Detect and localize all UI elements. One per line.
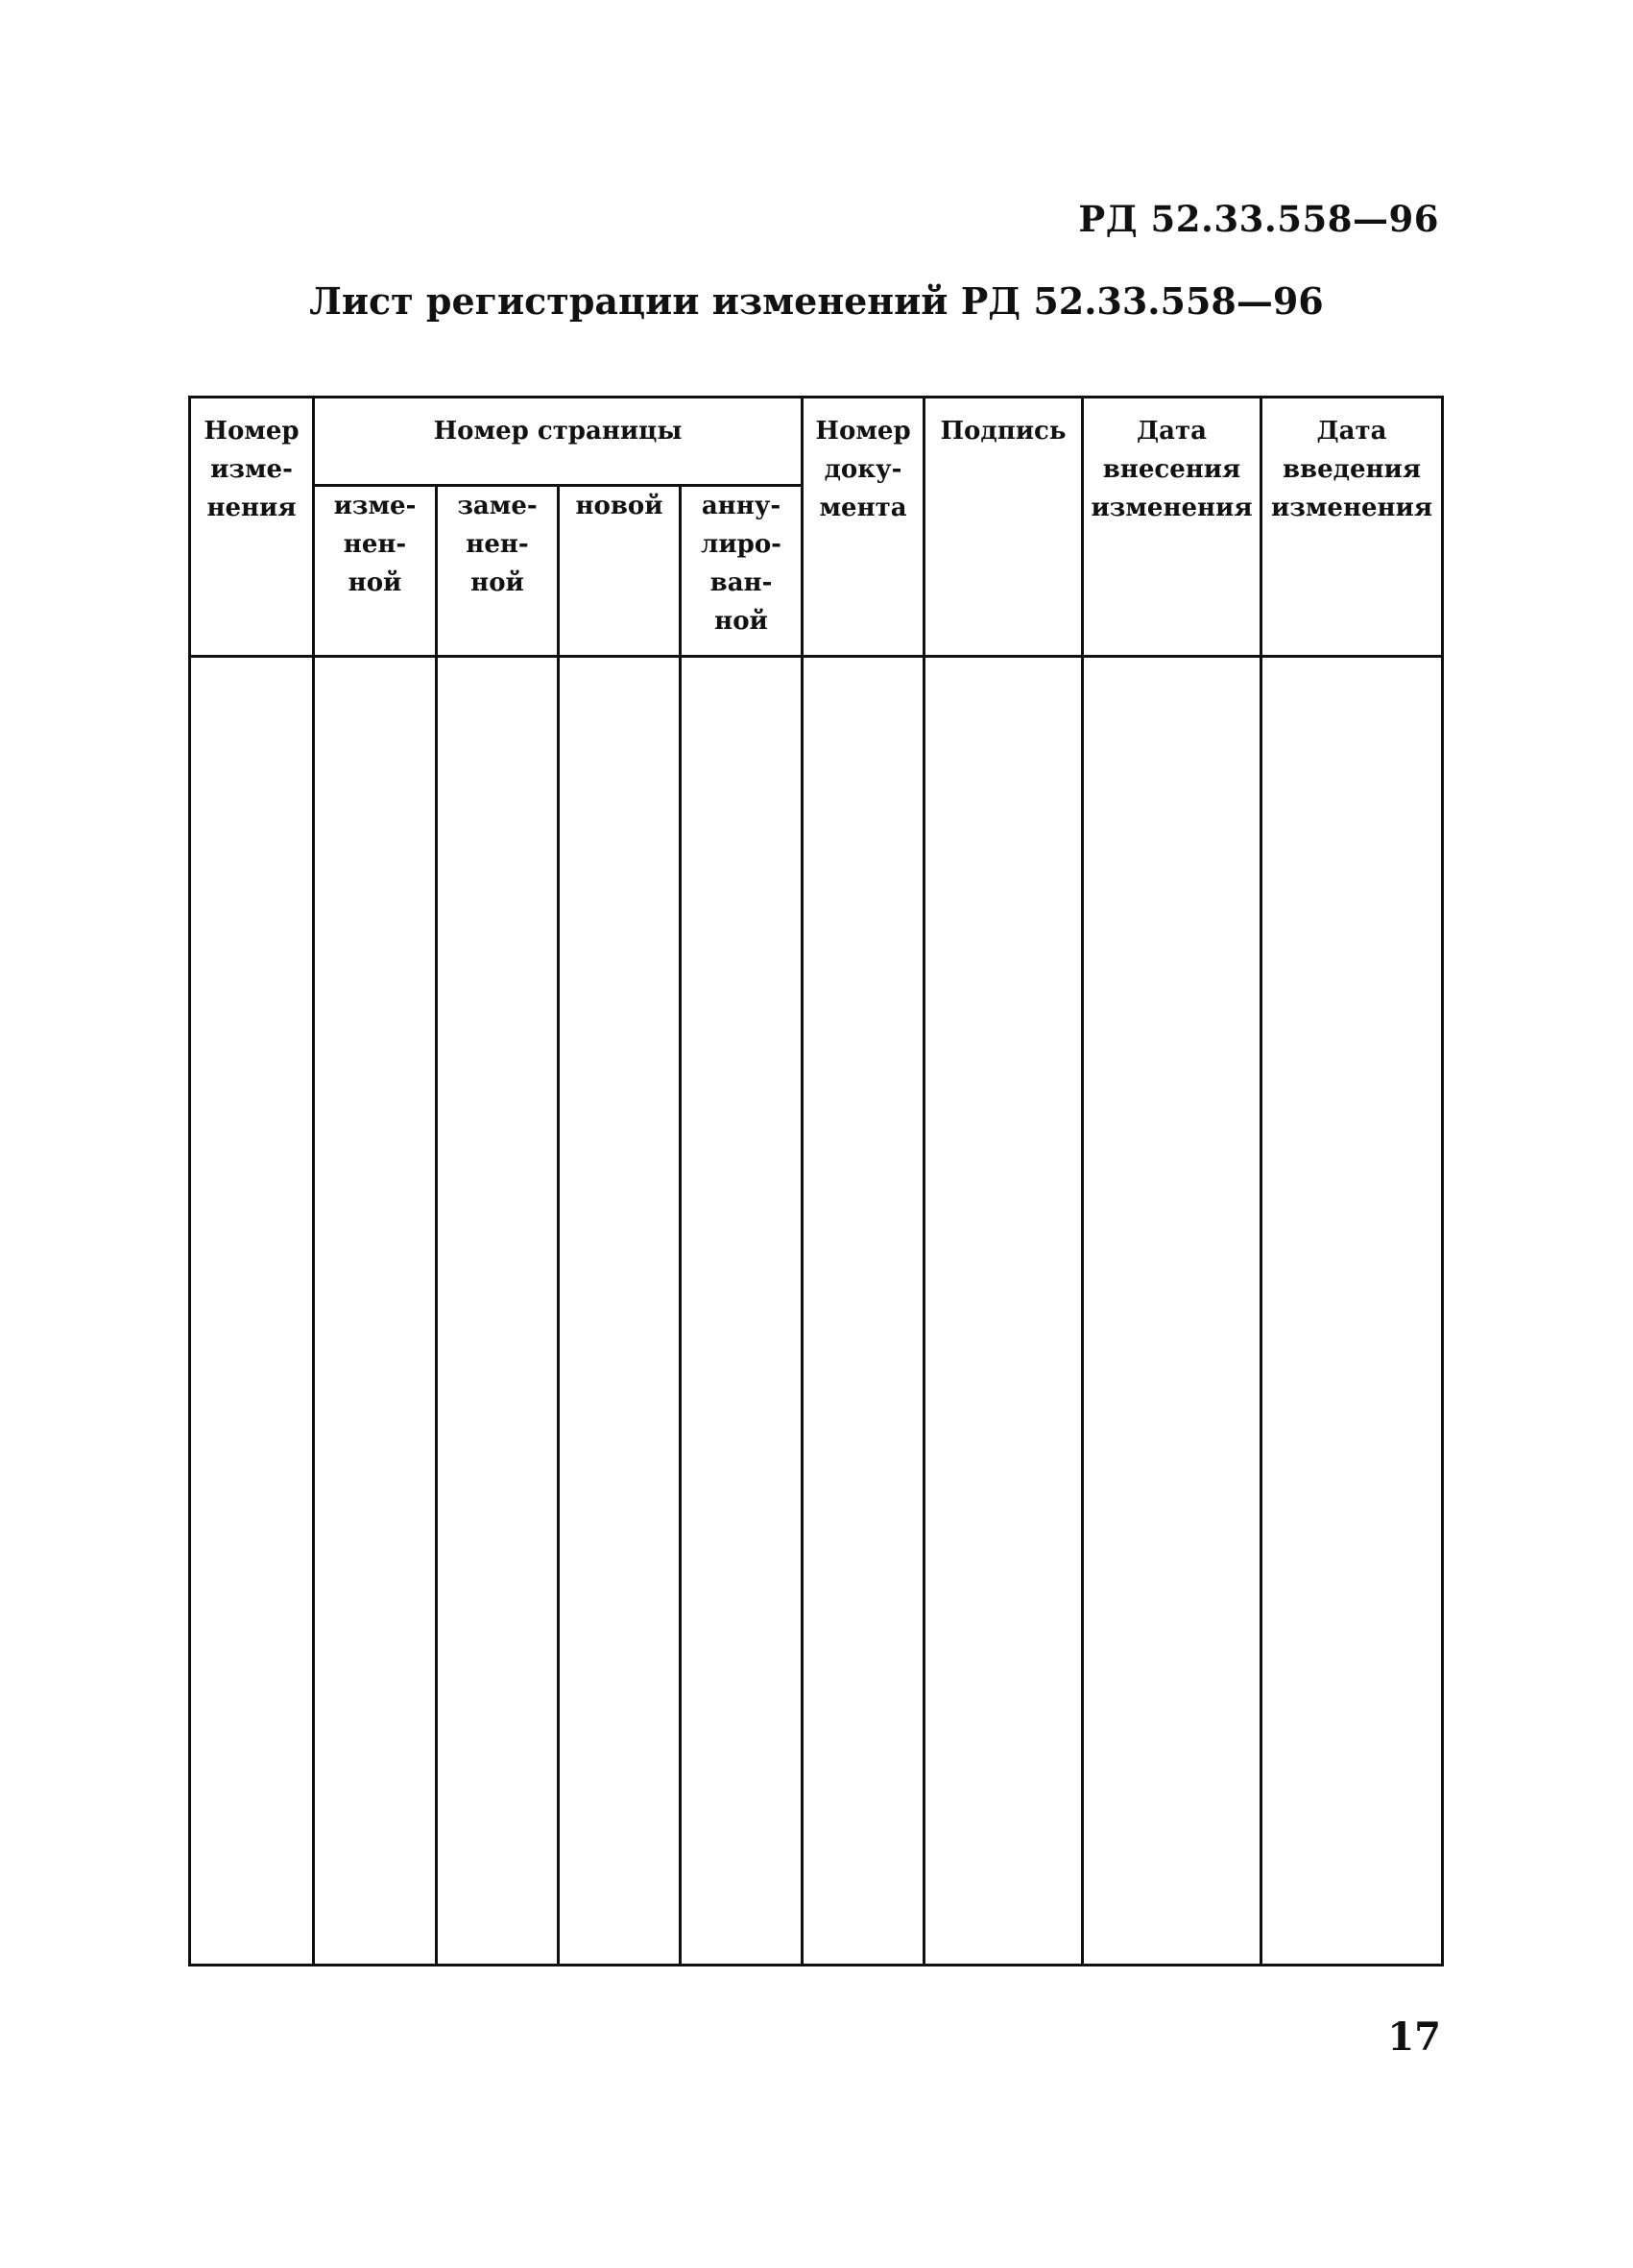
header-new-page: новой xyxy=(559,486,681,657)
header-entry-date: Дата внесения изменения xyxy=(1083,398,1261,657)
cell-entry-date xyxy=(1083,657,1261,1966)
table-row xyxy=(190,657,1443,1966)
cell-change-number xyxy=(190,657,314,1966)
cell-replaced-page xyxy=(437,657,559,1966)
header-document-number: Номер доку- мента xyxy=(803,398,925,657)
header-signature: Подпись xyxy=(925,398,1083,657)
table-header-row xyxy=(190,398,1443,486)
page-number: 17 xyxy=(1387,2015,1441,2060)
header-replaced-page: заме- нен- ной xyxy=(437,486,559,657)
sheet-title: Лист регистрации изменений РД 52.33.558—96 xyxy=(309,279,1324,323)
header-effective-date: Дата введения изменения xyxy=(1261,398,1443,657)
header-change-number: Номер изме- нения xyxy=(190,398,314,657)
header-page-number-group: Номер страницы xyxy=(314,398,803,486)
cell-annulled-page xyxy=(681,657,803,1966)
cell-document-number xyxy=(803,657,925,1966)
header-changed-page: изме- нен- ной xyxy=(314,486,437,657)
cell-signature xyxy=(925,657,1083,1966)
header-annulled-page: анну- лиро- ван- ной xyxy=(681,486,803,657)
cell-new-page xyxy=(559,657,681,1966)
cell-changed-page xyxy=(314,657,437,1966)
document-code: РД 52.33.558—96 xyxy=(1078,198,1439,240)
change-registration-table xyxy=(188,396,1444,1966)
cell-effective-date xyxy=(1261,657,1443,1966)
